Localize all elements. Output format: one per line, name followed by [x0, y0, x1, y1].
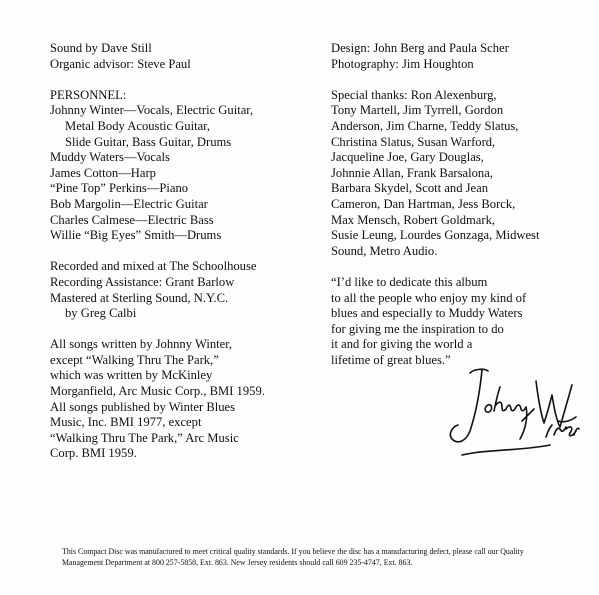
credit-line: Photography: Jim Houghton	[331, 56, 474, 71]
thanks-line: Max Mensch, Robert Goldmark,	[331, 212, 496, 227]
disclaimer-line: Management Department at 800 257-5858, Ext. 863. New Jersey residents should call 609 235-4747, Ext. 863.	[62, 558, 413, 567]
dedication-line: blues and especially to Muddy Waters	[331, 306, 523, 321]
credit-line: Organic advisor: Steve Paul	[50, 56, 191, 71]
song-credit-line: Music, Inc. BMI 1977, except	[50, 415, 202, 430]
special-thanks	[331, 88, 576, 260]
credit-line: Design: John Berg and Paula Scher	[331, 41, 509, 55]
personnel-list	[50, 103, 315, 243]
personnel-line: Muddy Waters—Vocals	[50, 150, 170, 165]
song-credit-line: All songs written by Johnny Winter,	[50, 337, 233, 352]
song-credit-line: which was written by McKinley	[50, 368, 213, 383]
song-credit-line: Corp. BMI 1959.	[50, 446, 137, 461]
thanks-line: Cameron, Dan Hartman, Jess Borck,	[331, 196, 516, 211]
thanks-line: Jacqueline Joe, Gary Douglas,	[331, 150, 484, 165]
thanks-line: Johnnie Allan, Frank Barsalona,	[331, 165, 493, 180]
personnel-line: Metal Body Acoustic Guitar,	[65, 118, 210, 133]
design-credits	[331, 41, 576, 72]
credit-line: Sound by Dave Still	[50, 41, 152, 55]
song-credits	[50, 337, 315, 462]
sound-credits	[50, 41, 315, 72]
song-credit-line: All songs published by Winter Blues	[50, 399, 236, 414]
thanks-line: Special thanks: Ron Alexenburg,	[331, 87, 497, 102]
dedication-quote	[331, 275, 576, 369]
thanks-line: Christina Slatus, Susan Warford,	[331, 134, 496, 149]
recording-line: by Greg Calbi	[65, 306, 137, 321]
personnel-line: Slide Guitar, Bass Guitar, Drums	[65, 134, 232, 149]
disclaimer	[62, 546, 562, 568]
personnel-line: “Pine Top” Perkins—Piano	[50, 181, 189, 196]
thanks-line: Barbara Skydel, Scott and Jean	[331, 181, 489, 196]
recording-line: Mastered at Sterling Sound, N.Y.C.	[50, 290, 229, 305]
dedication-line: it and for giving the world a	[331, 337, 473, 352]
recording-credits	[50, 259, 315, 321]
disclaimer-line: This Compact Disc was manufactured to meet critical quality standards. If you believe the disc has a manufacturing defect, please call our Quality	[62, 547, 524, 556]
thanks-line: Anderson, Jim Charne, Teddy Slatus,	[331, 118, 519, 133]
dedication-line: for giving me the inspiration to do	[331, 321, 504, 336]
song-credit-line: “Walking Thru The Park,” Arc Music	[50, 430, 239, 445]
song-credit-line: except “Walking Thru The Park,”	[50, 352, 219, 367]
personnel-line: Willie “Big Eyes” Smith—Drums	[50, 228, 222, 243]
thanks-line: Susie Leung, Lourdes Gonzaga, Midwest	[331, 228, 540, 243]
recording-line: Recording Assistance: Grant Barlow	[50, 274, 235, 289]
dedication-line: “I’d like to dedicate this album	[331, 274, 488, 289]
signature	[440, 365, 580, 470]
right-column	[331, 41, 576, 368]
song-credit-line: Morganfield, Arc Music Corp., BMI 1959.	[50, 384, 265, 399]
personnel-line: Bob Margolin—Electric Guitar	[50, 196, 208, 211]
left-column	[50, 41, 315, 462]
thanks-line: Tony Martell, Jim Tyrrell, Gordon	[331, 103, 504, 118]
personnel-line: Johnny Winter—Vocals, Electric Guitar,	[50, 103, 254, 118]
personnel-heading: PERSONNEL:	[50, 87, 127, 102]
recording-line: Recorded and mixed at The Schoolhouse	[50, 259, 257, 274]
dedication-line: to all the people who enjoy my kind of	[331, 290, 527, 305]
thanks-line: Sound, Metro Audio.	[331, 243, 438, 258]
dedication-line: lifetime of great blues.”	[331, 352, 451, 367]
personnel-line: Charles Calmese—Electric Bass	[50, 212, 214, 227]
personnel-line: James Cotton—Harp	[50, 165, 156, 180]
